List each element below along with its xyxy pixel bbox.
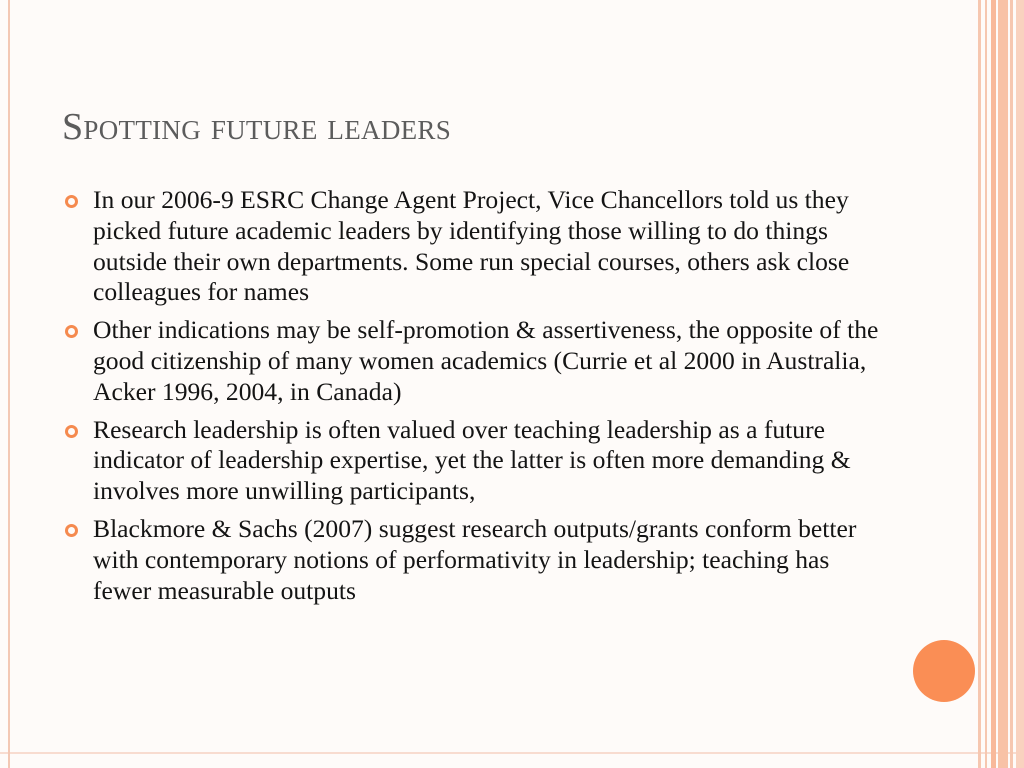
frame-bottom-line: [0, 752, 1024, 754]
decorative-orange-circle: [913, 640, 975, 702]
bullet-list: [66, 185, 886, 613]
bullet-item: [66, 415, 886, 507]
right-stripe: [1016, 0, 1024, 768]
right-stripe: [998, 0, 1008, 768]
bullet-text: Research leadership is often valued over teaching leadership as a future indicator of leadership expertise, yet the latter is often more demanding & involves more unwilling participants,: [93, 414, 851, 506]
bullet-text: In our 2006-9 ESRC Change Agent Project, Vice Chancellors told us they picked future academic leaders by identifying those willing to do things outside their own departments. Some run special courses, others ask close colleagues for names: [93, 185, 850, 307]
hollow-circle-icon: [65, 524, 78, 537]
bullet-item: [66, 315, 886, 407]
right-stripe: [1010, 0, 1013, 768]
slide-title: Spotting future leaders: [62, 106, 452, 148]
right-stripe: [985, 0, 987, 768]
bullet-item: [66, 514, 886, 606]
hollow-circle-icon: [65, 325, 78, 338]
frame-left-line: [8, 0, 10, 768]
bullet-item: [66, 185, 886, 308]
right-stripe: [991, 0, 996, 768]
right-stripe: [978, 0, 981, 768]
bullet-text: Other indications may be self-promotion & assertiveness, the opposite of the good citizenship of many women academics (Currie et al 2000 in Australia, Acker 1996, 2004, in Canada): [93, 315, 879, 406]
hollow-circle-icon: [65, 195, 78, 208]
hollow-circle-icon: [65, 425, 78, 438]
bullet-text: Blackmore & Sachs (2007) suggest research outputs/grants conform better with contemporary notions of performativity in leadership; teaching has fewer measurable outputs: [93, 513, 857, 605]
